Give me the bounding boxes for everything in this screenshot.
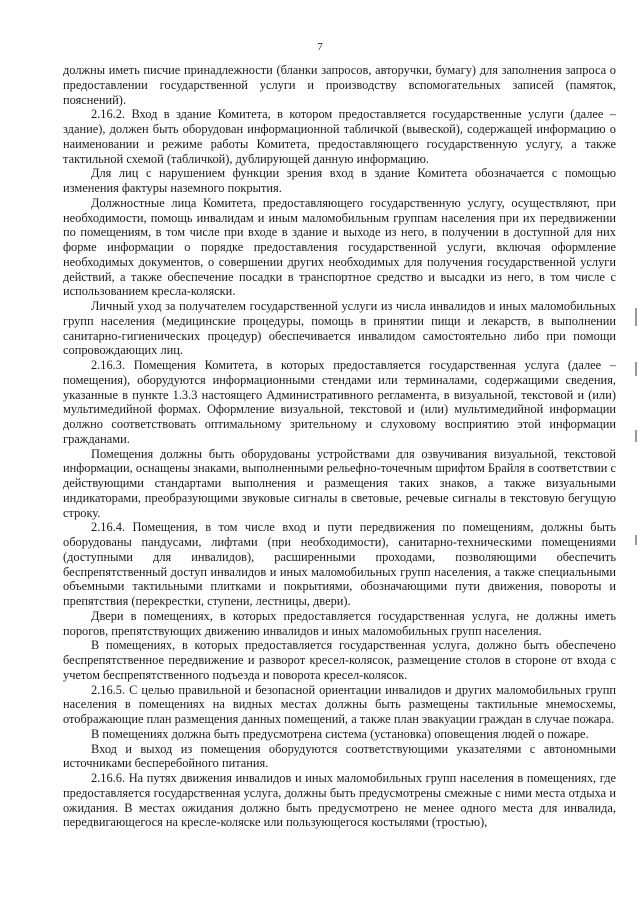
paragraph-doors: Двери в помещениях, в которых предоставляется государственная услуга, не должны иметь порогов, препятствующих движению инвалидов и иных маломобильных групп населения. (63, 608, 616, 638)
scan-margin-mark (635, 430, 637, 442)
scan-margin-mark (635, 308, 637, 326)
paragraph-2-16-4: 2.16.4. Помещения, в том числе вход и пути передвижения по помещениям, должны быть оборудованы пандусами, лифтами (при необходимости), санитарно-техническими помещениями (доступными для инвалидов), расширенными проходами, позволяющими обеспечить беспрепятственный доступ инвалидов и иных маломобильных групп населения, а также специальными объемными тактильными плитками и покрытиями, обозначающими пути движения, повороты и препятствия (перекрестки, ступени, лестницы, двери). (63, 520, 616, 608)
paragraph-personal-care: Личный уход за получателем государственной услуги из числа инвалидов и иных маломобильных групп населения (медицинские процедуры, помощь в принятии пищи и лекарств, в выполнении санитарно-гигиенических процедур) обеспечивается инвалидом самостоятельно либо при помощи сопровождающих лиц. (63, 299, 616, 358)
document-body (63, 63, 616, 830)
paragraph-visual-impairment-entrance: Для лиц с нарушением функции зрения вход в здание Комитета обозначается с помощью изменения фактуры наземного покрытия. (63, 166, 616, 195)
paragraph-entrance-signs: Вход и выход из помещения оборудуются соответствующими указателями с автономными источниками бесперебойного питания. (63, 741, 616, 771)
page-number: 7 (317, 41, 323, 53)
paragraph-2-16-5: 2.16.5. С целью правильной и безопасной ориентации инвалидов и других маломобильных групп населения в помещениях на видных местах должны быть размещены тактильные мнемосхемы, отображающие план размещения данных помещений, а также план эвакуации граждан в случае пожара. (63, 682, 616, 726)
scan-margin-mark (635, 535, 637, 545)
paragraph-fire-alarm: В помещениях должна быть предусмотрена система (установка) оповещения людей о пожаре. (91, 726, 589, 741)
paragraph-2-16-2: 2.16.2. Вход в здание Комитета, в котором предоставляется государственные услуги (далее – здание), должен быть оборудован информационной табличкой (вывеской), содержащей информацию о наименовании и режиме работы Комитета, предоставляющего государственную услугу, а также тактильной схемой (табличкой), дублирующей данную информацию. (63, 107, 616, 166)
paragraph-officials-assistance: Должностные лица Комитета, предоставляющего государственную услугу, осуществляют, при необходимости, помощь инвалидам и иным маломобильным группам населения при их передвижении по помещениям, в том числе при входе в здание и выходе из него, в получении в доступной для них форме информации о порядке предоставления государственной услуги, включая оформление необходимых документов, о совершении других необходимых для получения государственной услуги действий, а также обеспечение посадки в транспортное средство и высадки из него, в том числе с использованием кресла-коляски. (63, 195, 616, 299)
paragraph-2-16-6: 2.16.6. На путях движения инвалидов и иных маломобильных групп населения в помещениях, где предоставляется государственная услуга, должны быть предусмотрены смежные с ними места отдыха и ожидания. В местах ожидания должно быть предусмотрено не менее одного места для инвалида, передвигающегося на кресле-коляске или пользующегося костылями (тростью), (63, 771, 616, 830)
paragraph-2-16-3: 2.16.3. Помещения Комитета, в которых предоставляется государственная услуга (далее – помещения), оборудуются информационными стендами или терминалами, содержащими сведения, указанные в пункте 1.3.3 настоящего Административного регламента, в визуальной, текстовой и (или) мультимедийной формах. Оформление визуальной, текстовой и (или) мультимедийной информации должно соответствовать оптимальному зрительному и слуховому восприятию этой информации гражданами. (63, 358, 616, 446)
scan-margin-mark (635, 362, 637, 376)
paragraph-continuation: должны иметь писчие принадлежности (бланки запросов, авторучки, бумагу) для заполнения запроса о предоставлении государственной услуги и производству вспомогательных записей (памяток, пояснений). (63, 63, 616, 107)
paragraph-braille-signage: Помещения должны быть оборудованы устройствами для озвучивания визуальной, текстовой информации, оснащены знаками, выполненными рельефно-точечным шрифтом Брайля в соответствии с действующими стандартами выполнения и размещения таких знаков, а также визуальными индикаторами, преобразующими звуковые сигналы в световые, речевые сигналы в текстовую бегущую строку. (63, 446, 616, 520)
paragraph-wheelchair-movement: В помещениях, в которых предоставляется государственная услуга, должно быть обеспечено беспрепятственное передвижение и разворот кресел-колясок, размещение столов в стороне от входа с учетом беспрепятственного подъезда и поворота кресел-колясок. (63, 638, 616, 682)
